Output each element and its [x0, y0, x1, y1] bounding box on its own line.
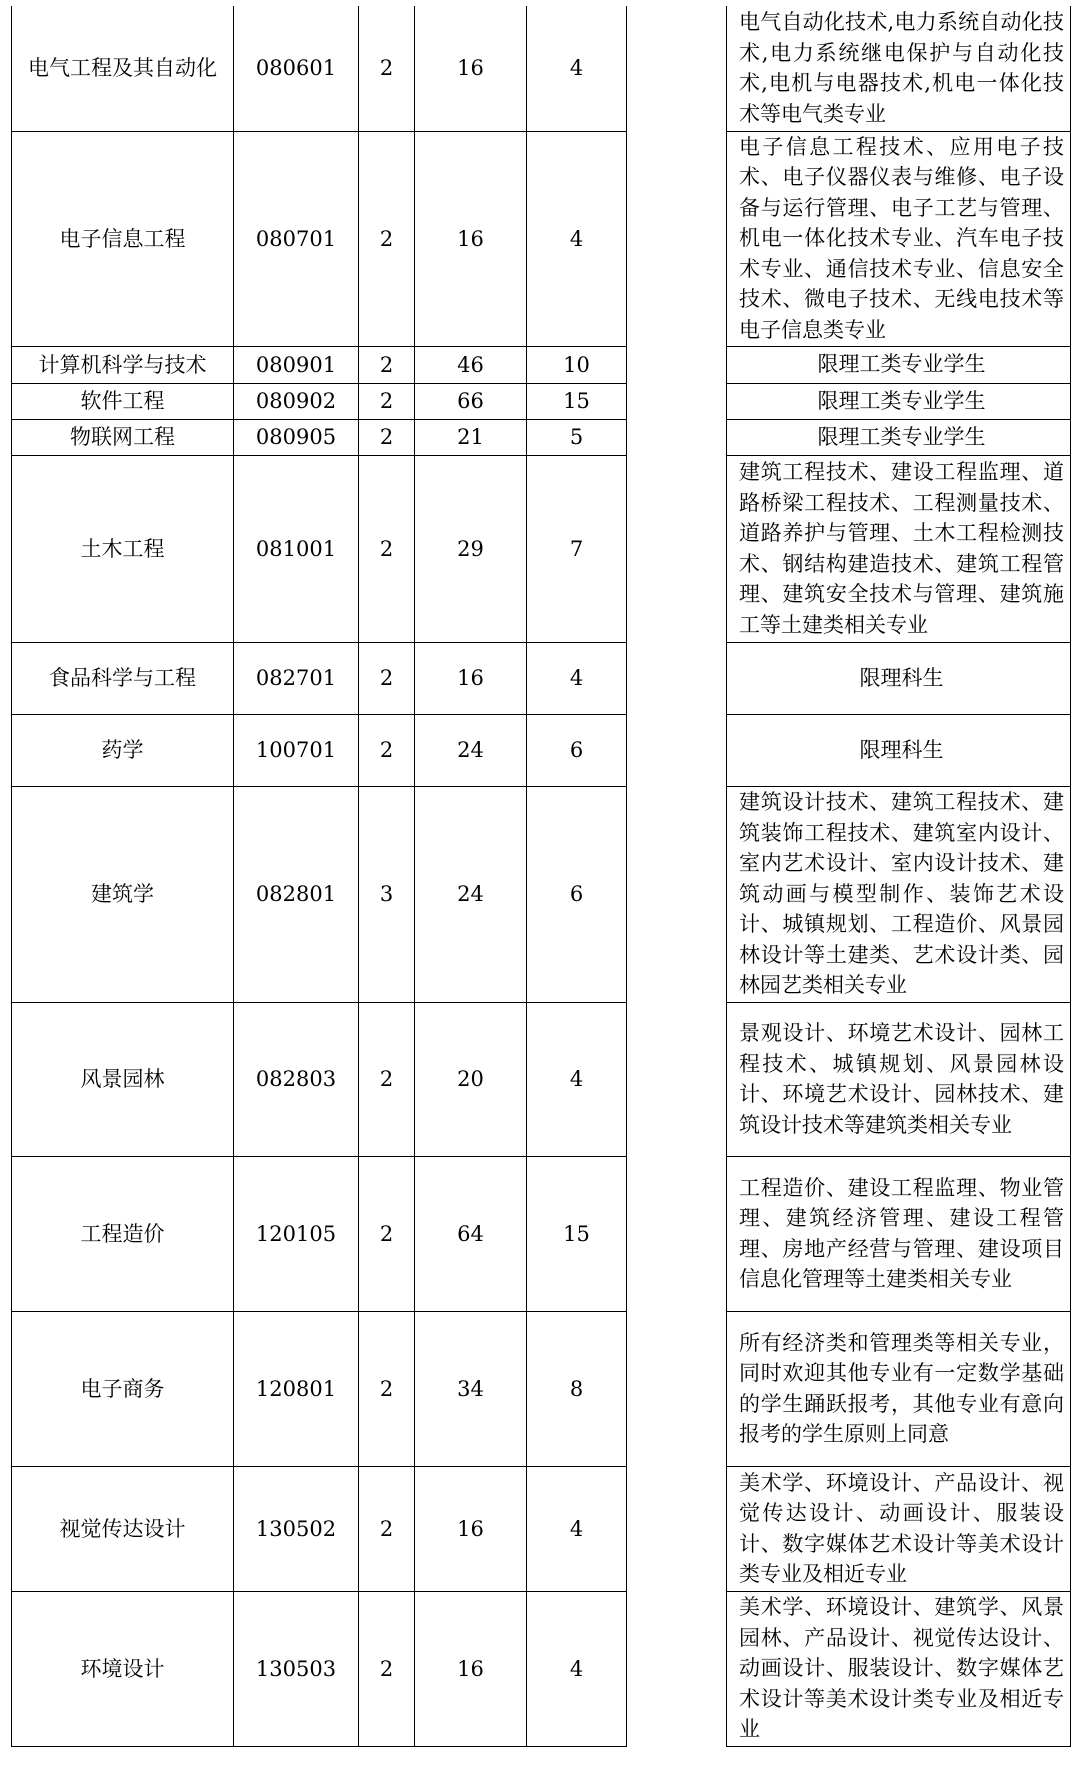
table-row	[727, 1466, 1071, 1591]
major-years: 2	[359, 346, 415, 383]
table-row	[727, 786, 1071, 1002]
major-count: 6	[527, 714, 627, 786]
majors-table	[11, 6, 627, 1747]
major-name: 视觉传达设计	[12, 1466, 234, 1591]
major-plan: 64	[415, 1156, 527, 1311]
table-row	[727, 455, 1071, 642]
major-code: 080601	[234, 6, 359, 131]
major-count: 5	[527, 419, 627, 455]
major-count: 10	[527, 346, 627, 383]
requirement-cell: 电气自动化技术,电力系统自动化技术,电力系统继电保护与自动化技术,电机与电器技术,机电一体化技术等电气类专业	[727, 6, 1071, 131]
major-plan: 24	[415, 714, 527, 786]
major-code: 080905	[234, 419, 359, 455]
requirement-cell: 建筑设计技术、建筑工程技术、建筑装饰工程技术、建筑室内设计、室内艺术设计、室内设计技术、建筑动画与模型制作、装饰艺术设计、城镇规划、工程造价、风景园林设计等土建类、艺术设计类、园林园艺类相关专业	[727, 786, 1071, 1002]
major-plan: 24	[415, 786, 527, 1002]
major-code: 130503	[234, 1591, 359, 1746]
major-code: 082801	[234, 786, 359, 1002]
major-count: 15	[527, 383, 627, 419]
requirement-cell: 所有经济类和管理类等相关专业，同时欢迎其他专业有一定数学基础的学生踊跃报考，其他专业有意向报考的学生原则上同意	[727, 1311, 1071, 1466]
major-name: 食品科学与工程	[12, 642, 234, 714]
requirement-cell: 电子信息工程技术、应用电子技术、电子仪器仪表与维修、电子设备与运行管理、电子工艺与管理、机电一体化技术专业、汽车电子技术专业、通信技术专业、信息安全技术、微电子技术、无线电技术等电子信息类专业	[727, 131, 1071, 346]
major-name: 软件工程	[12, 383, 234, 419]
table-row	[12, 642, 627, 714]
major-count: 15	[527, 1156, 627, 1311]
major-code: 081001	[234, 455, 359, 642]
major-code: 120105	[234, 1156, 359, 1311]
major-code: 130502	[234, 1466, 359, 1591]
requirement-cell: 限理工类专业学生	[727, 346, 1071, 383]
major-years: 3	[359, 786, 415, 1002]
major-plan: 16	[415, 131, 527, 346]
major-count: 4	[527, 131, 627, 346]
major-code: 082701	[234, 642, 359, 714]
table-row	[727, 1156, 1071, 1311]
major-code: 082803	[234, 1002, 359, 1156]
major-count: 4	[527, 1466, 627, 1591]
major-years: 2	[359, 6, 415, 131]
major-plan: 20	[415, 1002, 527, 1156]
major-name: 物联网工程	[12, 419, 234, 455]
major-count: 4	[527, 6, 627, 131]
table-row	[727, 6, 1071, 131]
table-row	[727, 346, 1071, 383]
table-row	[12, 383, 627, 419]
major-plan: 29	[415, 455, 527, 642]
table-row	[12, 419, 627, 455]
major-name: 电子信息工程	[12, 131, 234, 346]
table-row	[12, 346, 627, 383]
major-plan: 16	[415, 1591, 527, 1746]
major-plan: 16	[415, 1466, 527, 1591]
requirement-cell: 美术学、环境设计、产品设计、视觉传达设计、动画设计、服装设计、数字媒体艺术设计等美术设计类专业及相近专业	[727, 1466, 1071, 1591]
major-years: 2	[359, 131, 415, 346]
table-row	[12, 6, 627, 131]
table-row	[727, 419, 1071, 455]
requirement-cell: 景观设计、环境艺术设计、园林工程技术、城镇规划、风景园林设计、环境艺术设计、园林技术、建筑设计技术等建筑类相关专业	[727, 1002, 1071, 1156]
table-row	[12, 1311, 627, 1466]
table-row	[727, 131, 1071, 346]
major-name: 计算机科学与技术	[12, 346, 234, 383]
major-years: 2	[359, 1591, 415, 1746]
requirement-cell: 限理工类专业学生	[727, 419, 1071, 455]
requirements-table	[726, 6, 1071, 1747]
major-plan: 46	[415, 346, 527, 383]
table-row	[727, 714, 1071, 786]
major-plan: 66	[415, 383, 527, 419]
major-years: 2	[359, 1156, 415, 1311]
requirement-cell: 建筑工程技术、建设工程监理、道路桥梁工程技术、工程测量技术、道路养护与管理、土木工程检测技术、钢结构建造技术、建筑工程管理、建筑安全技术与管理、建筑施工等土建类相关专业	[727, 455, 1071, 642]
major-years: 2	[359, 455, 415, 642]
table-row	[727, 383, 1071, 419]
major-years: 2	[359, 1466, 415, 1591]
major-code: 120801	[234, 1311, 359, 1466]
major-code: 100701	[234, 714, 359, 786]
major-years: 2	[359, 383, 415, 419]
table-row	[12, 786, 627, 1002]
major-name: 土木工程	[12, 455, 234, 642]
major-name: 环境设计	[12, 1591, 234, 1746]
table-row	[12, 1466, 627, 1591]
table-row	[727, 642, 1071, 714]
table-row	[12, 1156, 627, 1311]
major-plan: 21	[415, 419, 527, 455]
table-row	[12, 1591, 627, 1746]
major-years: 2	[359, 1002, 415, 1156]
major-plan: 34	[415, 1311, 527, 1466]
major-name: 风景园林	[12, 1002, 234, 1156]
major-count: 7	[527, 455, 627, 642]
table-row	[12, 455, 627, 642]
requirement-cell: 限理工类专业学生	[727, 383, 1071, 419]
table-row	[12, 1002, 627, 1156]
major-years: 2	[359, 1311, 415, 1466]
requirement-cell: 限理科生	[727, 642, 1071, 714]
major-count: 4	[527, 1591, 627, 1746]
major-count: 4	[527, 1002, 627, 1156]
major-code: 080701	[234, 131, 359, 346]
major-plan: 16	[415, 642, 527, 714]
major-count: 4	[527, 642, 627, 714]
major-years: 2	[359, 642, 415, 714]
table-row	[12, 714, 627, 786]
major-years: 2	[359, 714, 415, 786]
major-plan: 16	[415, 6, 527, 131]
requirement-cell: 工程造价、建设工程监理、物业管理、建筑经济管理、建设工程管理、房地产经营与管理、建设项目信息化管理等土建类相关专业	[727, 1156, 1071, 1311]
requirement-cell: 美术学、环境设计、建筑学、风景园林、产品设计、视觉传达设计、动画设计、服装设计、数字媒体艺术设计等美术设计类专业及相近专业	[727, 1591, 1071, 1746]
major-count: 8	[527, 1311, 627, 1466]
major-code: 080902	[234, 383, 359, 419]
major-code: 080901	[234, 346, 359, 383]
major-name: 工程造价	[12, 1156, 234, 1311]
major-count: 6	[527, 786, 627, 1002]
table-row	[727, 1002, 1071, 1156]
major-years: 2	[359, 419, 415, 455]
major-name: 药学	[12, 714, 234, 786]
major-name: 电子商务	[12, 1311, 234, 1466]
requirement-cell: 限理科生	[727, 714, 1071, 786]
major-name: 建筑学	[12, 786, 234, 1002]
major-name: 电气工程及其自动化	[12, 6, 234, 131]
table-row	[727, 1311, 1071, 1466]
table-row	[12, 131, 627, 346]
table-row	[727, 1591, 1071, 1746]
